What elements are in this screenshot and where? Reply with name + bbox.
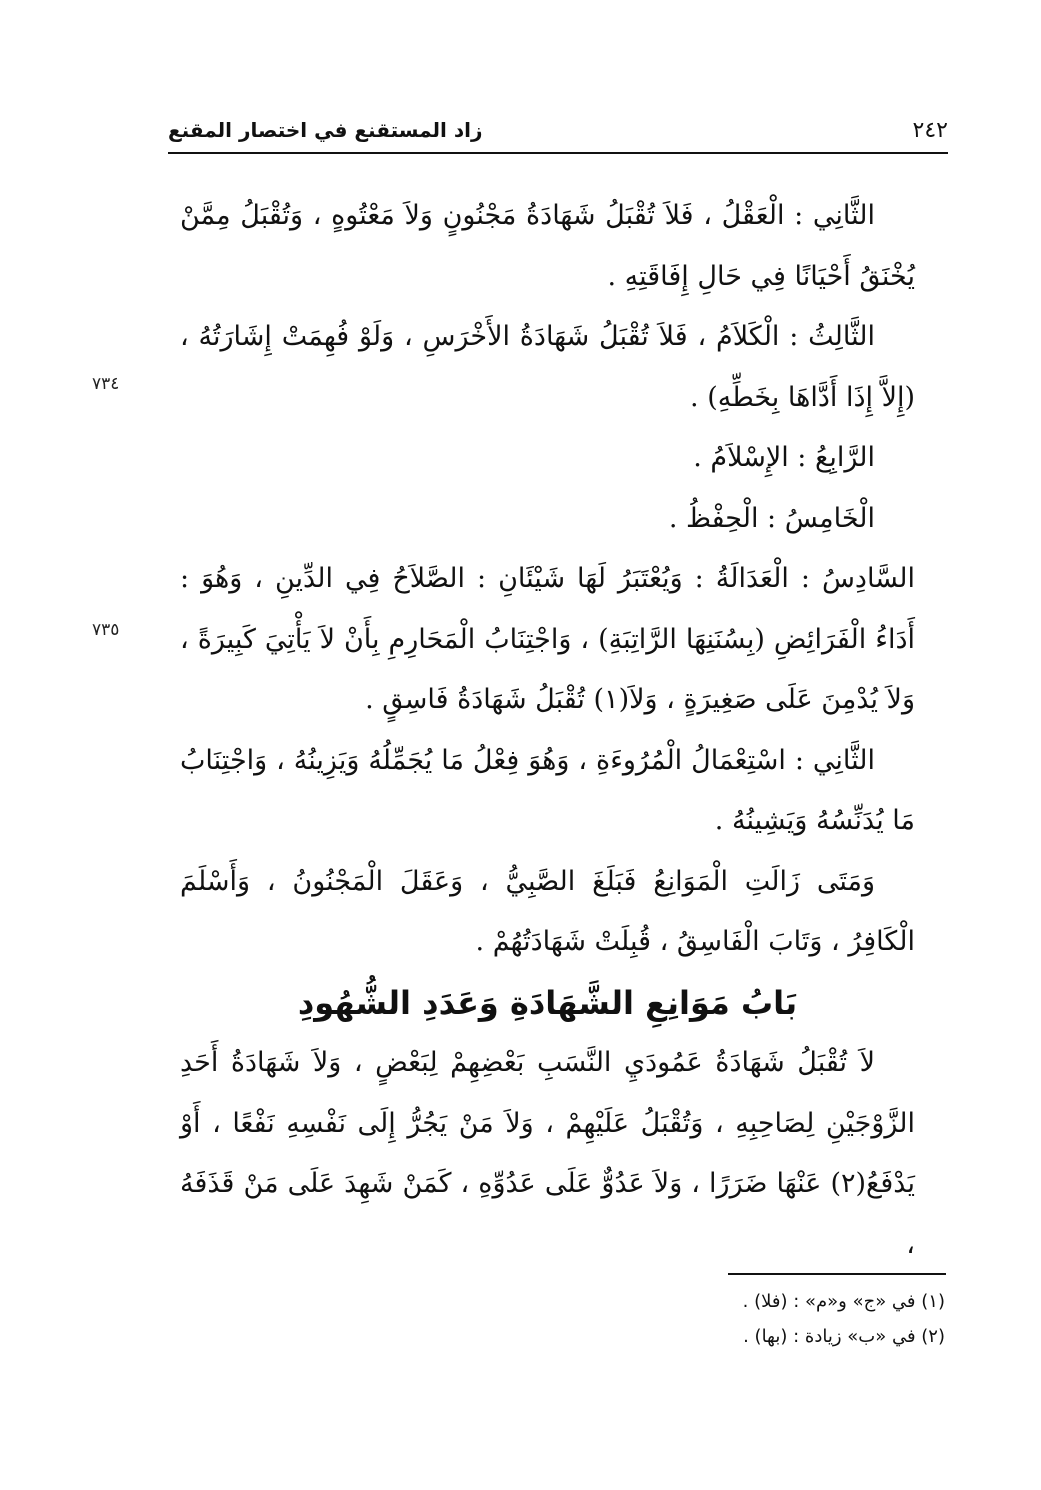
footnote-2: (٢) في «ب» زيادة : (بها) . xyxy=(743,1326,945,1347)
book-title: زاد المستقنع في اختصار المقنع xyxy=(168,118,483,142)
paragraph-third-speech: الثَّالِثُ : الْكَلاَمُ ، فَلاَ تُقْبَلُ شَهَادَةُ الأَخْرَسِ ، وَلَوْ فُهِمَتْ إِشَارَتُهُ ، (إِلاَّ إِذَا أَدَّاهَا بِخَطِّهِ) . xyxy=(180,321,915,413)
paragraph-sixth-integrity: السَّادِسُ : الْعَدَالَةُ : وَيُعْتَبَرُ لَهَا شَيْئَانِ : الصَّلاَحُ فِي الدِّينِ ، وَهُوَ : أَدَاءُ الْفَرَائِضِ (بِسُنَنِهَا الرَّاتِبَةِ) ، وَاجْتِنَابُ الْمَحَارِمِ بِأَنْ لاَ يَأْتِيَ كَبِيرَةً ، وَلاَ يُدْمِنَ عَلَى صَغِيرَةٍ ، وَلاَ(١) تُقْبَلُ شَهَادَةُ فَاسِقٍ . xyxy=(180,563,915,715)
paragraph-fifth-memory: الْخَامِسُ : الْحِفْظُ . xyxy=(668,502,875,534)
margin-reference-735: ٧٣٥ xyxy=(92,620,120,640)
section-heading: بَابُ مَوَانِعِ الشَّهَادَةِ وَعَدَدِ الشُّهُودِ xyxy=(297,983,798,1022)
paragraph-second-reason: الثَّانِي : الْعَقْلُ ، فَلاَ تُقْبَلُ شَهَادَةُ مَجْنُونٍ وَلاَ مَعْتُوهٍ ، وَتُقْبَلُ مِمَّنْ يُخْنَقُ أَحْيَانًا فِي حَالِ إِفَاقَتِهِ . xyxy=(180,200,915,292)
page-number: ٢٤٢ xyxy=(912,118,948,143)
footnotes xyxy=(545,1284,945,1354)
paragraph-chivalry: الثَّانِي : اسْتِعْمَالُ الْمُرُوءَةِ ، وَهُوَ فِعْلُ مَا يُجَمِّلُهُ وَيَزِينُهُ ، وَاجْتِنَابُ مَا يُدَنِّسُهُ وَيَشِينُهُ . xyxy=(180,744,915,836)
margin-reference-734: ٧٣٤ xyxy=(92,374,120,394)
footnote-1: (١) في «ج» و«م» : (فلا) . xyxy=(742,1291,945,1312)
paragraph-section-body: لاَ تُقْبَلُ شَهَادَةُ عَمُودَيِ النَّسَبِ بَعْضِهِمْ لِبَعْضٍ ، وَلاَ شَهَادَةُ أَحَدِ الزَّوْجَيْنِ لِصَاحِبِهِ ، وَتُقْبَلُ عَلَيْهِمْ ، وَلاَ مَنْ يَجُرُّ إِلَى نَفْسِهِ نَفْعًا ، أَوْ يَدْفَعُ(٢) عَنْهَا ضَرَرًا ، وَلاَ عَدُوٌّ عَلَى عَدُوِّهِ ، كَمَنْ شَهِدَ عَلَى مَنْ قَذَفَهُ ، xyxy=(180,1047,915,1260)
paragraph-impediments-removed: وَمَتَى زَالَتِ الْمَوَانِعُ فَبَلَغَ الصَّبِيُّ ، وَعَقَلَ الْمَجْنُونُ ، وَأَسْلَمَ الْكَافِرُ ، وَتَابَ الْفَاسِقُ ، قُبِلَتْ شَهَادَتُهُمْ . xyxy=(180,865,915,957)
main-text xyxy=(180,186,915,1275)
running-header xyxy=(168,112,948,154)
footnote-divider xyxy=(728,1273,946,1275)
paragraph-fourth-islam: الرَّابِعُ : الإِسْلاَمُ . xyxy=(693,442,875,473)
